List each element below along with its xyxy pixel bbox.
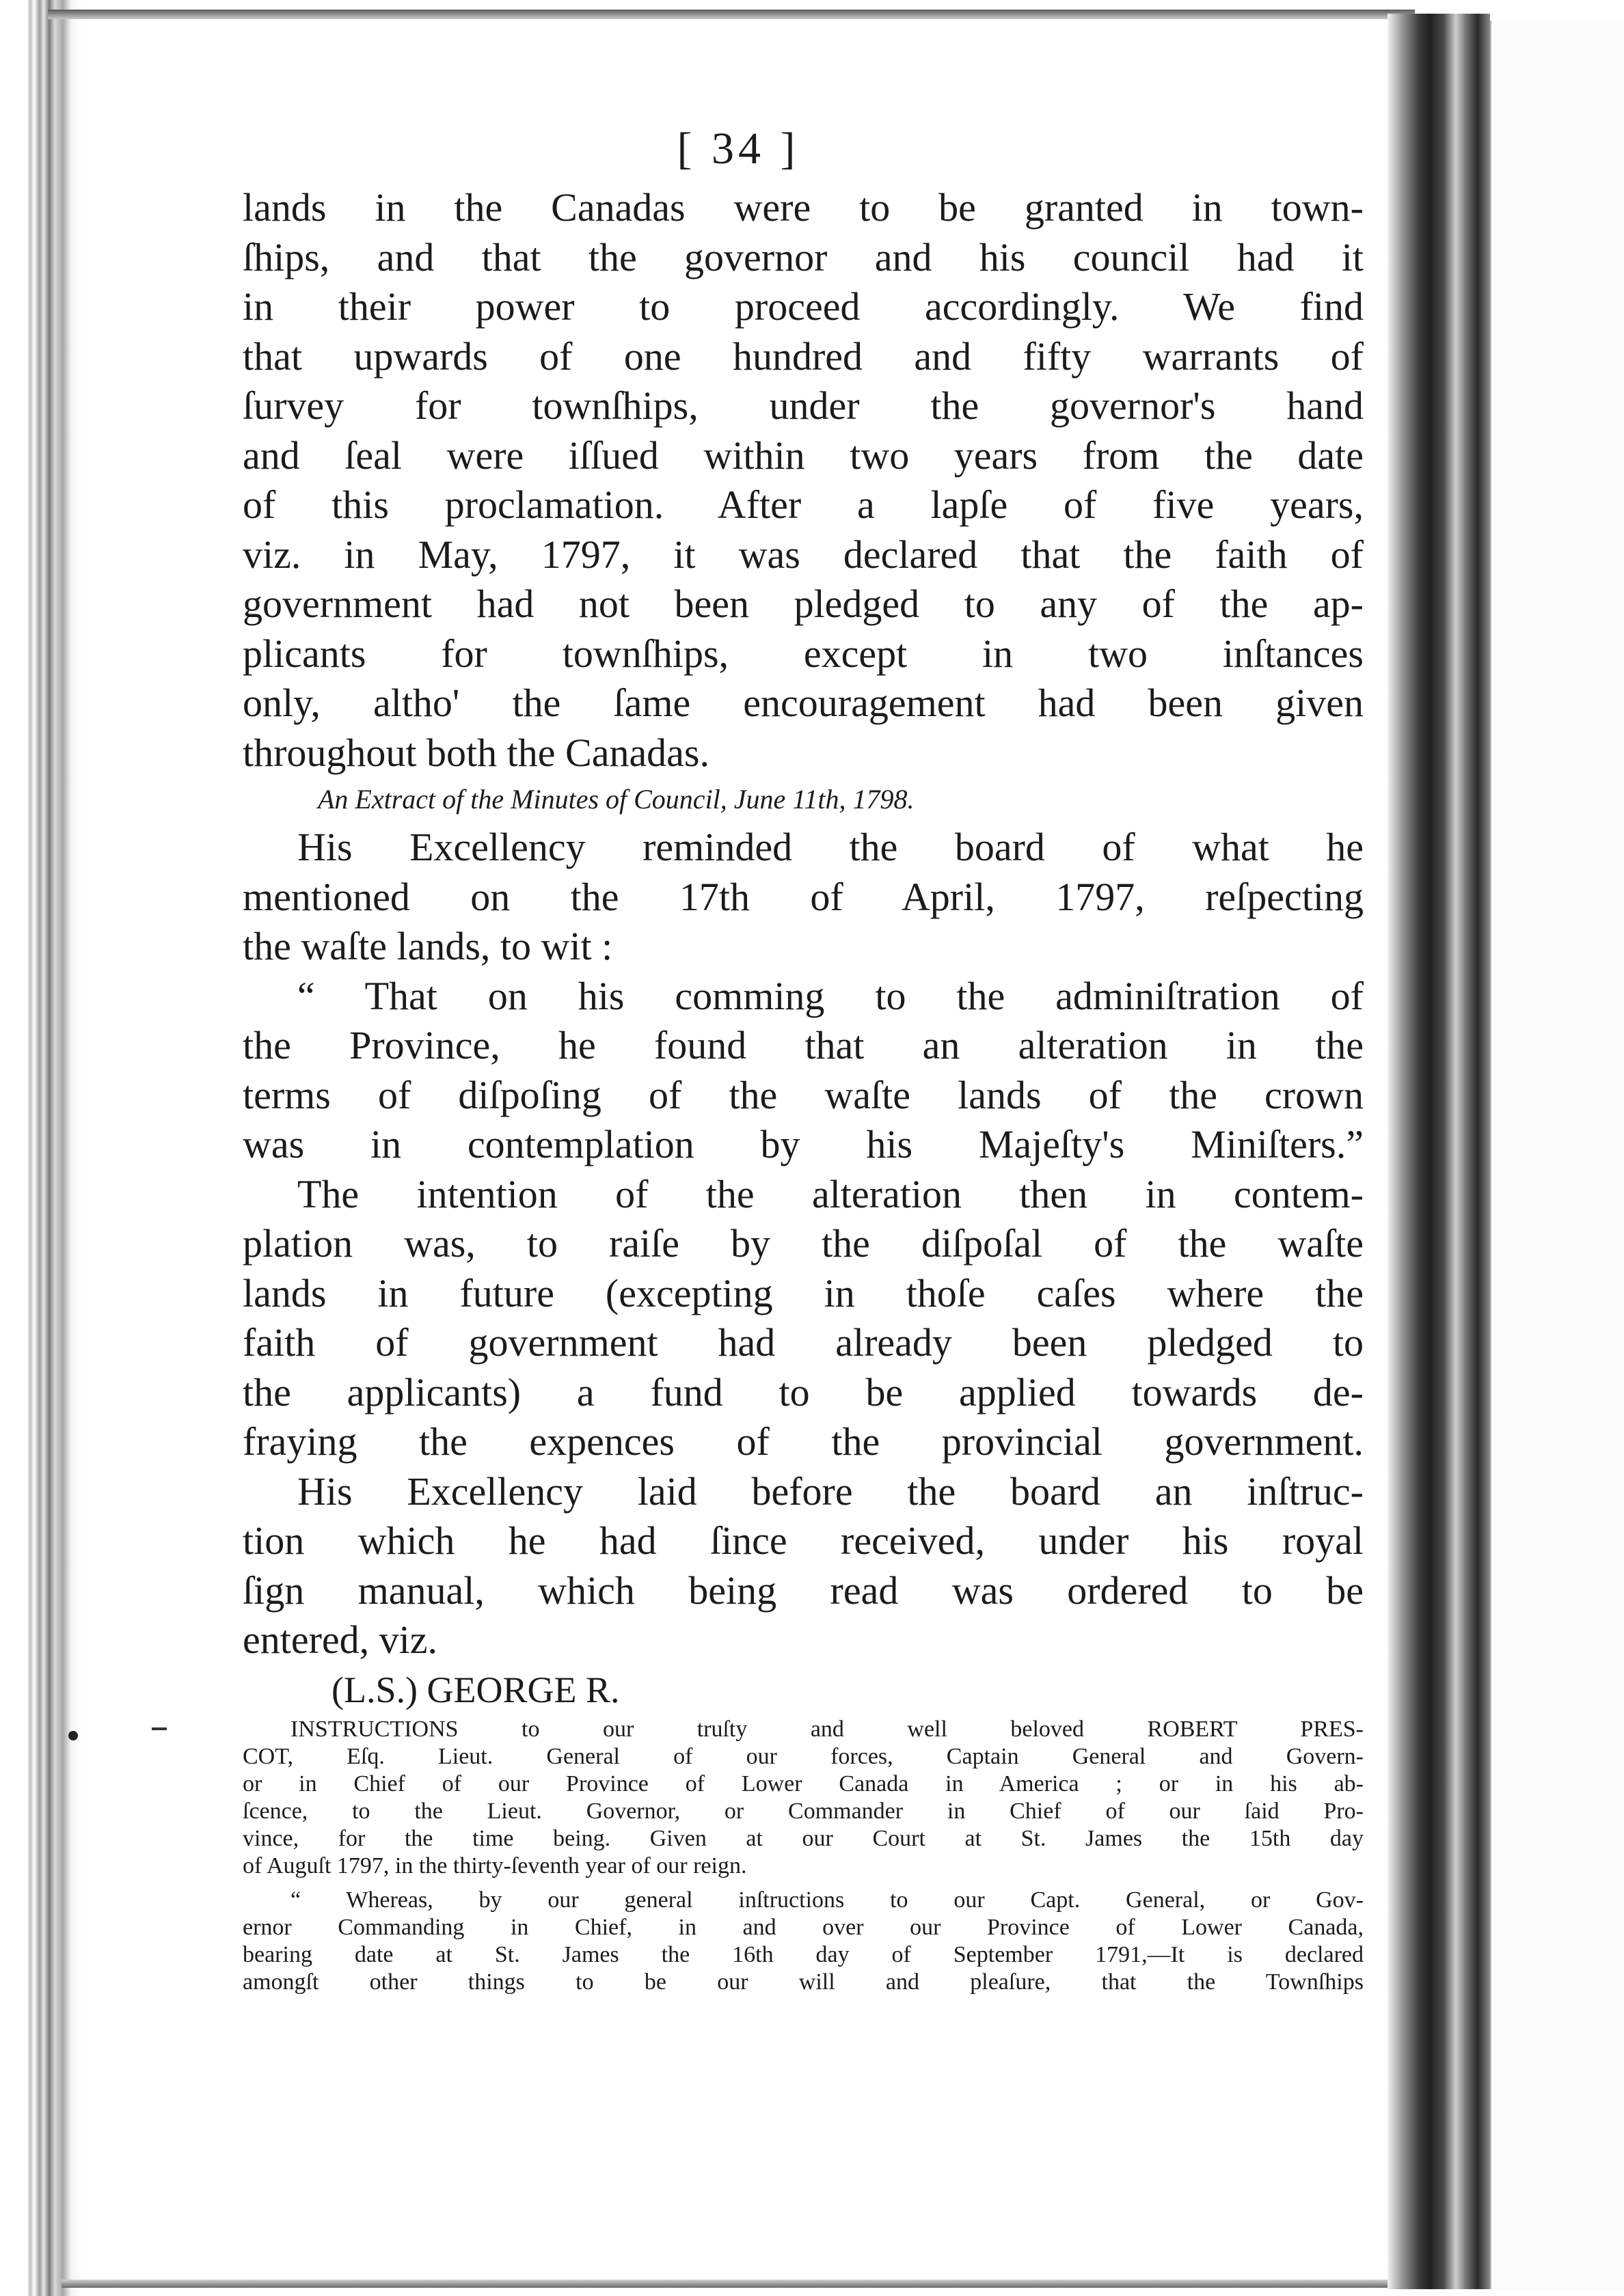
quoted-instructions-block xyxy=(243,1887,1364,1996)
text-line: the Province, he found that an alteration in the xyxy=(243,1023,1364,1067)
text-line: the waſte lands, to wit : xyxy=(243,924,613,968)
small-text-line: or in Chief of our Province of Lower Canada in America ; or in his ab- xyxy=(243,1771,1364,1796)
text-line: throughout both the Canadas. xyxy=(243,730,710,775)
small-text-line: vince, for the time being. Given at our Court at St. James the 15th day xyxy=(243,1825,1364,1851)
text-line: plation was, to raiſe by the diſpoſal of the waſte xyxy=(243,1221,1364,1266)
bottom-page-edge xyxy=(62,2280,1422,2288)
small-text-line: of Auguſt 1797, in the thirty-ſeventh year of our reign. xyxy=(243,1853,747,1878)
text-line: ſign manual, which being read was ordered to be xyxy=(243,1568,1364,1613)
page-body xyxy=(243,183,1364,1996)
paragraph-2 xyxy=(243,823,1364,972)
paragraph-4 xyxy=(243,1170,1364,1467)
small-text-line: bearing date at St. James the 16th day of September 1791,—It is declared xyxy=(243,1941,1364,1967)
small-text-line: COT, Eſq. Lieut. General of our forces, Captain General and Govern- xyxy=(243,1743,1364,1769)
text-line: only, altho' the ſame encouragement had been given xyxy=(243,681,1364,725)
text-line: The intention of the alteration then in contem- xyxy=(297,1171,1364,1216)
instructions-block xyxy=(243,1716,1364,1880)
text-line: terms of diſpoſing of the waſte lands of the crown xyxy=(243,1072,1364,1117)
text-line: was in contemplation by his Majeſty's Miniſters.” xyxy=(243,1122,1364,1166)
paragraph-1 xyxy=(243,183,1364,778)
small-text-line: “ Whereas, by our general inſtructions to our Capt. General, or Gov- xyxy=(290,1887,1364,1913)
small-text-line: ſcence, to the Lieut. Governor, or Commander in Chief of our ſaid Pro- xyxy=(243,1798,1364,1824)
text-line: mentioned on the 17th of April, 1797, reſpecting xyxy=(243,874,1364,919)
top-page-edge xyxy=(48,10,1415,19)
text-line: that upwards of one hundred and fifty warrants of xyxy=(243,333,1364,379)
printed-page xyxy=(82,19,1388,2278)
text-line: and ſeal were iſſued within two years from the date xyxy=(243,433,1364,478)
margin-dot-mark xyxy=(68,1731,78,1740)
text-line: of this proclamation. After a lapſe of five years, xyxy=(243,482,1364,527)
paragraph-5 xyxy=(243,1467,1364,1665)
text-line: His Excellency laid before the board an inſtruc- xyxy=(297,1468,1364,1514)
spacer xyxy=(243,1880,1364,1887)
left-page-stack-edge xyxy=(0,0,82,2296)
small-text-line: ernor Commanding in Chief, in and over our Province of Lower Canada, xyxy=(243,1914,1364,1940)
text-line: lands in future (excepting in thoſe caſes where the xyxy=(243,1270,1364,1315)
text-line: the applicants) a fund to be applied towards de- xyxy=(243,1369,1364,1414)
text-line: ſurvey for townſhips, under the governor's hand xyxy=(243,383,1364,428)
text-line: lands in the Canadas were to be granted in town- xyxy=(243,185,1364,230)
text-line: entered, viz. xyxy=(243,1617,438,1662)
text-line: in their power to proceed accordingly. We find xyxy=(243,284,1364,329)
page-number: [ 34 ] xyxy=(677,124,800,174)
text-line: fraying the expences of the provincial government. xyxy=(243,1419,1364,1464)
text-line: His Excellency reminded the board of what he xyxy=(297,825,1364,869)
text-line: plicants for townſhips, except in two inſtances xyxy=(243,631,1364,676)
text-line: ſhips, and that the governor and his council had it xyxy=(243,234,1364,279)
text-line: government had not been pledged to any of the ap- xyxy=(243,582,1364,626)
text-line: “ That on his comming to the adminiſtration of xyxy=(297,973,1364,1018)
royal-signature-line: (L.S.) GEORGE R. xyxy=(331,1669,620,1710)
facing-page-edge xyxy=(1490,20,1624,2289)
small-text-line: amongſt other things to be our will and pleaſure, that the Townſhips xyxy=(243,1969,1364,1995)
text-line: tion which he had ſince received, under his royal xyxy=(243,1518,1364,1563)
text-line: faith of government had already been pledged to xyxy=(243,1320,1364,1365)
text-line: viz. in May, 1797, it was declared that the faith of xyxy=(243,532,1364,577)
small-text-line: INSTRUCTIONS to our truſty and well beloved ROBERT PRES- xyxy=(290,1716,1364,1742)
extract-caption: An Extract of the Minutes of Council, June 11th, 1798. xyxy=(318,784,915,815)
book-gutter-shadow xyxy=(1388,14,1490,2289)
paragraph-3-quotation xyxy=(243,972,1364,1170)
